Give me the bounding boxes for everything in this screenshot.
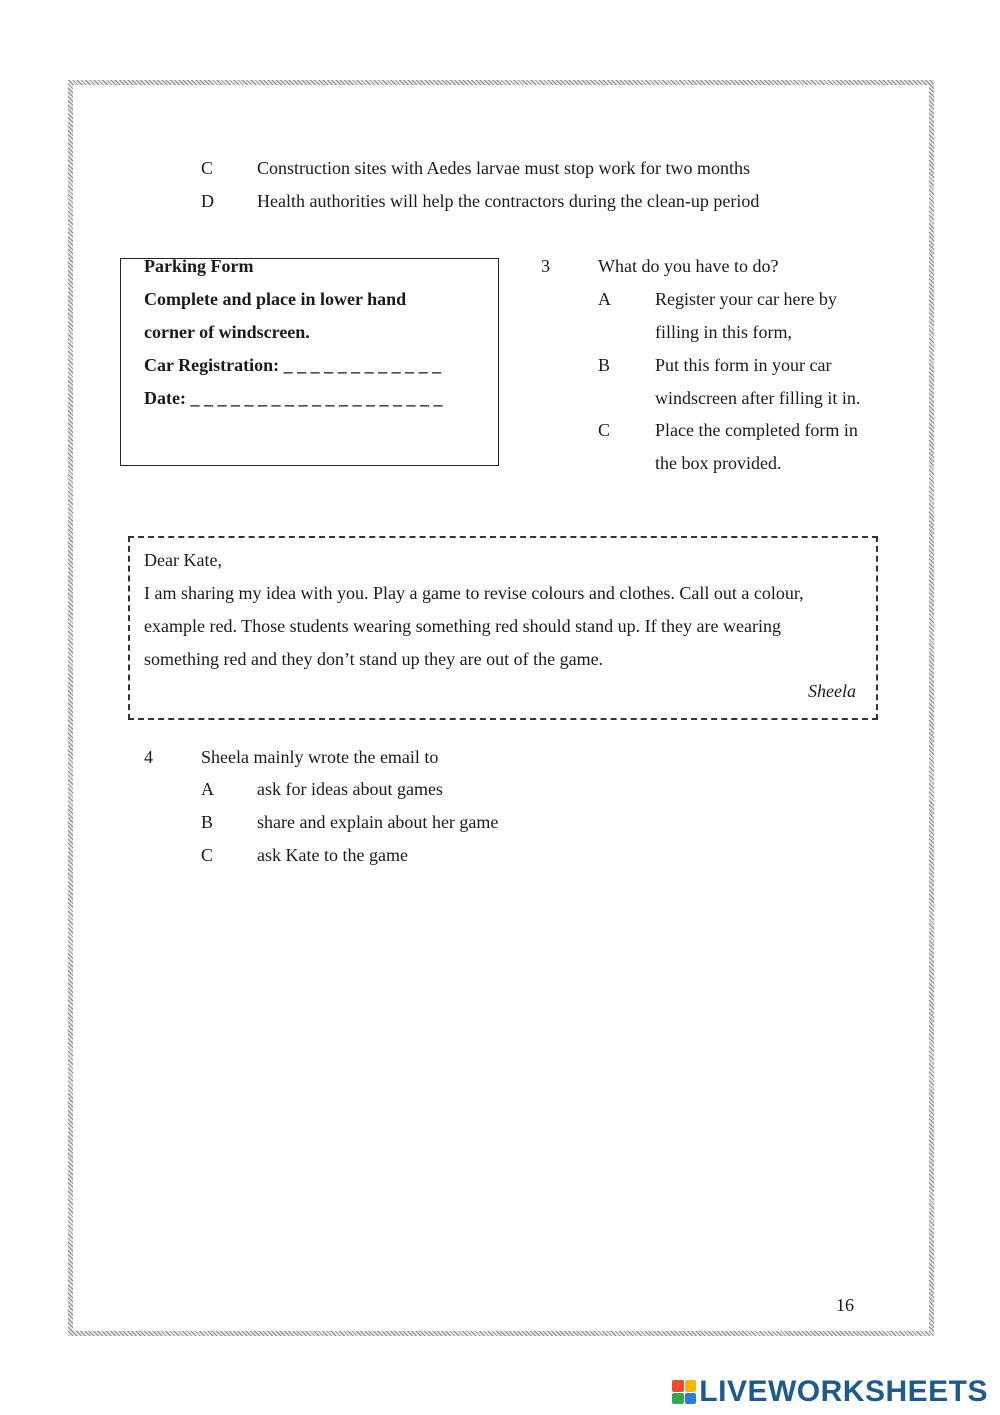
- q3-number: 3: [541, 256, 550, 276]
- q2-option-c-letter: C: [201, 158, 214, 178]
- q3-option-b-letter: B: [598, 355, 611, 375]
- logo-square-green: [672, 1393, 684, 1405]
- date-field: Date: _ _ _ _ _ _ _ _ _ _ _ _ _ _ _ _ _ _ _: [144, 388, 443, 408]
- liveworksheets-logo-icon: [672, 1380, 696, 1404]
- q4-number: 4: [144, 747, 153, 767]
- logo-square-yellow: [685, 1380, 697, 1392]
- parking-form-instruction-2: corner of windscreen.: [144, 322, 310, 342]
- logo-square-red: [672, 1380, 684, 1392]
- q2-option-c-text: Construction sites with Aedes larvae must stop work for two months: [257, 158, 750, 178]
- q3-option-b-line2: windscreen after filling it in.: [655, 388, 861, 408]
- q3-prompt: What do you have to do?: [598, 256, 779, 276]
- q4-option-a-letter: A: [201, 779, 214, 799]
- liveworksheets-logo[interactable]: [672, 1374, 988, 1410]
- q3-option-a-letter: A: [598, 289, 611, 309]
- car-registration-field: Car Registration: _ _ _ _ _ _ _ _ _ _ _ _: [144, 355, 442, 375]
- q4-option-b-letter: B: [201, 812, 214, 832]
- q3-option-a-line2: filling in this form,: [655, 322, 792, 342]
- q4-option-a-text: ask for ideas about games: [257, 779, 443, 799]
- email-greeting: Dear Kate,: [144, 550, 222, 570]
- q3-option-c-letter: C: [598, 420, 611, 440]
- logo-square-blue: [685, 1393, 697, 1405]
- q3-option-c-line1: Place the completed form in: [655, 420, 858, 440]
- parking-form-title: Parking Form: [144, 256, 254, 276]
- parking-form-instruction-1: Complete and place in lower hand: [144, 289, 407, 309]
- page-number: 16: [836, 1295, 854, 1315]
- q3-option-a-line1: Register your car here by: [655, 289, 837, 309]
- q3-option-b-line1: Put this form in your car: [655, 355, 832, 375]
- email-line: example red. Those students wearing something red should stand up. If they are wearing: [144, 616, 781, 636]
- q2-option-d-letter: D: [201, 191, 214, 211]
- q4-option-c-letter: C: [201, 845, 214, 865]
- email-line: something red and they don’t stand up they are out of the game.: [144, 649, 604, 669]
- q4-prompt: Sheela mainly wrote the email to: [201, 747, 439, 767]
- q3-option-c-line2: the box provided.: [655, 453, 782, 473]
- q4-option-c-text: ask Kate to the game: [257, 845, 408, 865]
- q4-option-b-text: share and explain about her game: [257, 812, 499, 832]
- email-line: I am sharing my idea with you. Play a game to revise colours and clothes. Call out a colour,: [144, 583, 804, 603]
- q2-option-d-text: Health authorities will help the contractors during the clean-up period: [257, 191, 760, 211]
- email-signature: Sheela: [808, 681, 856, 701]
- liveworksheets-brand-text: LIVEWORKSHEETS: [699, 1375, 988, 1408]
